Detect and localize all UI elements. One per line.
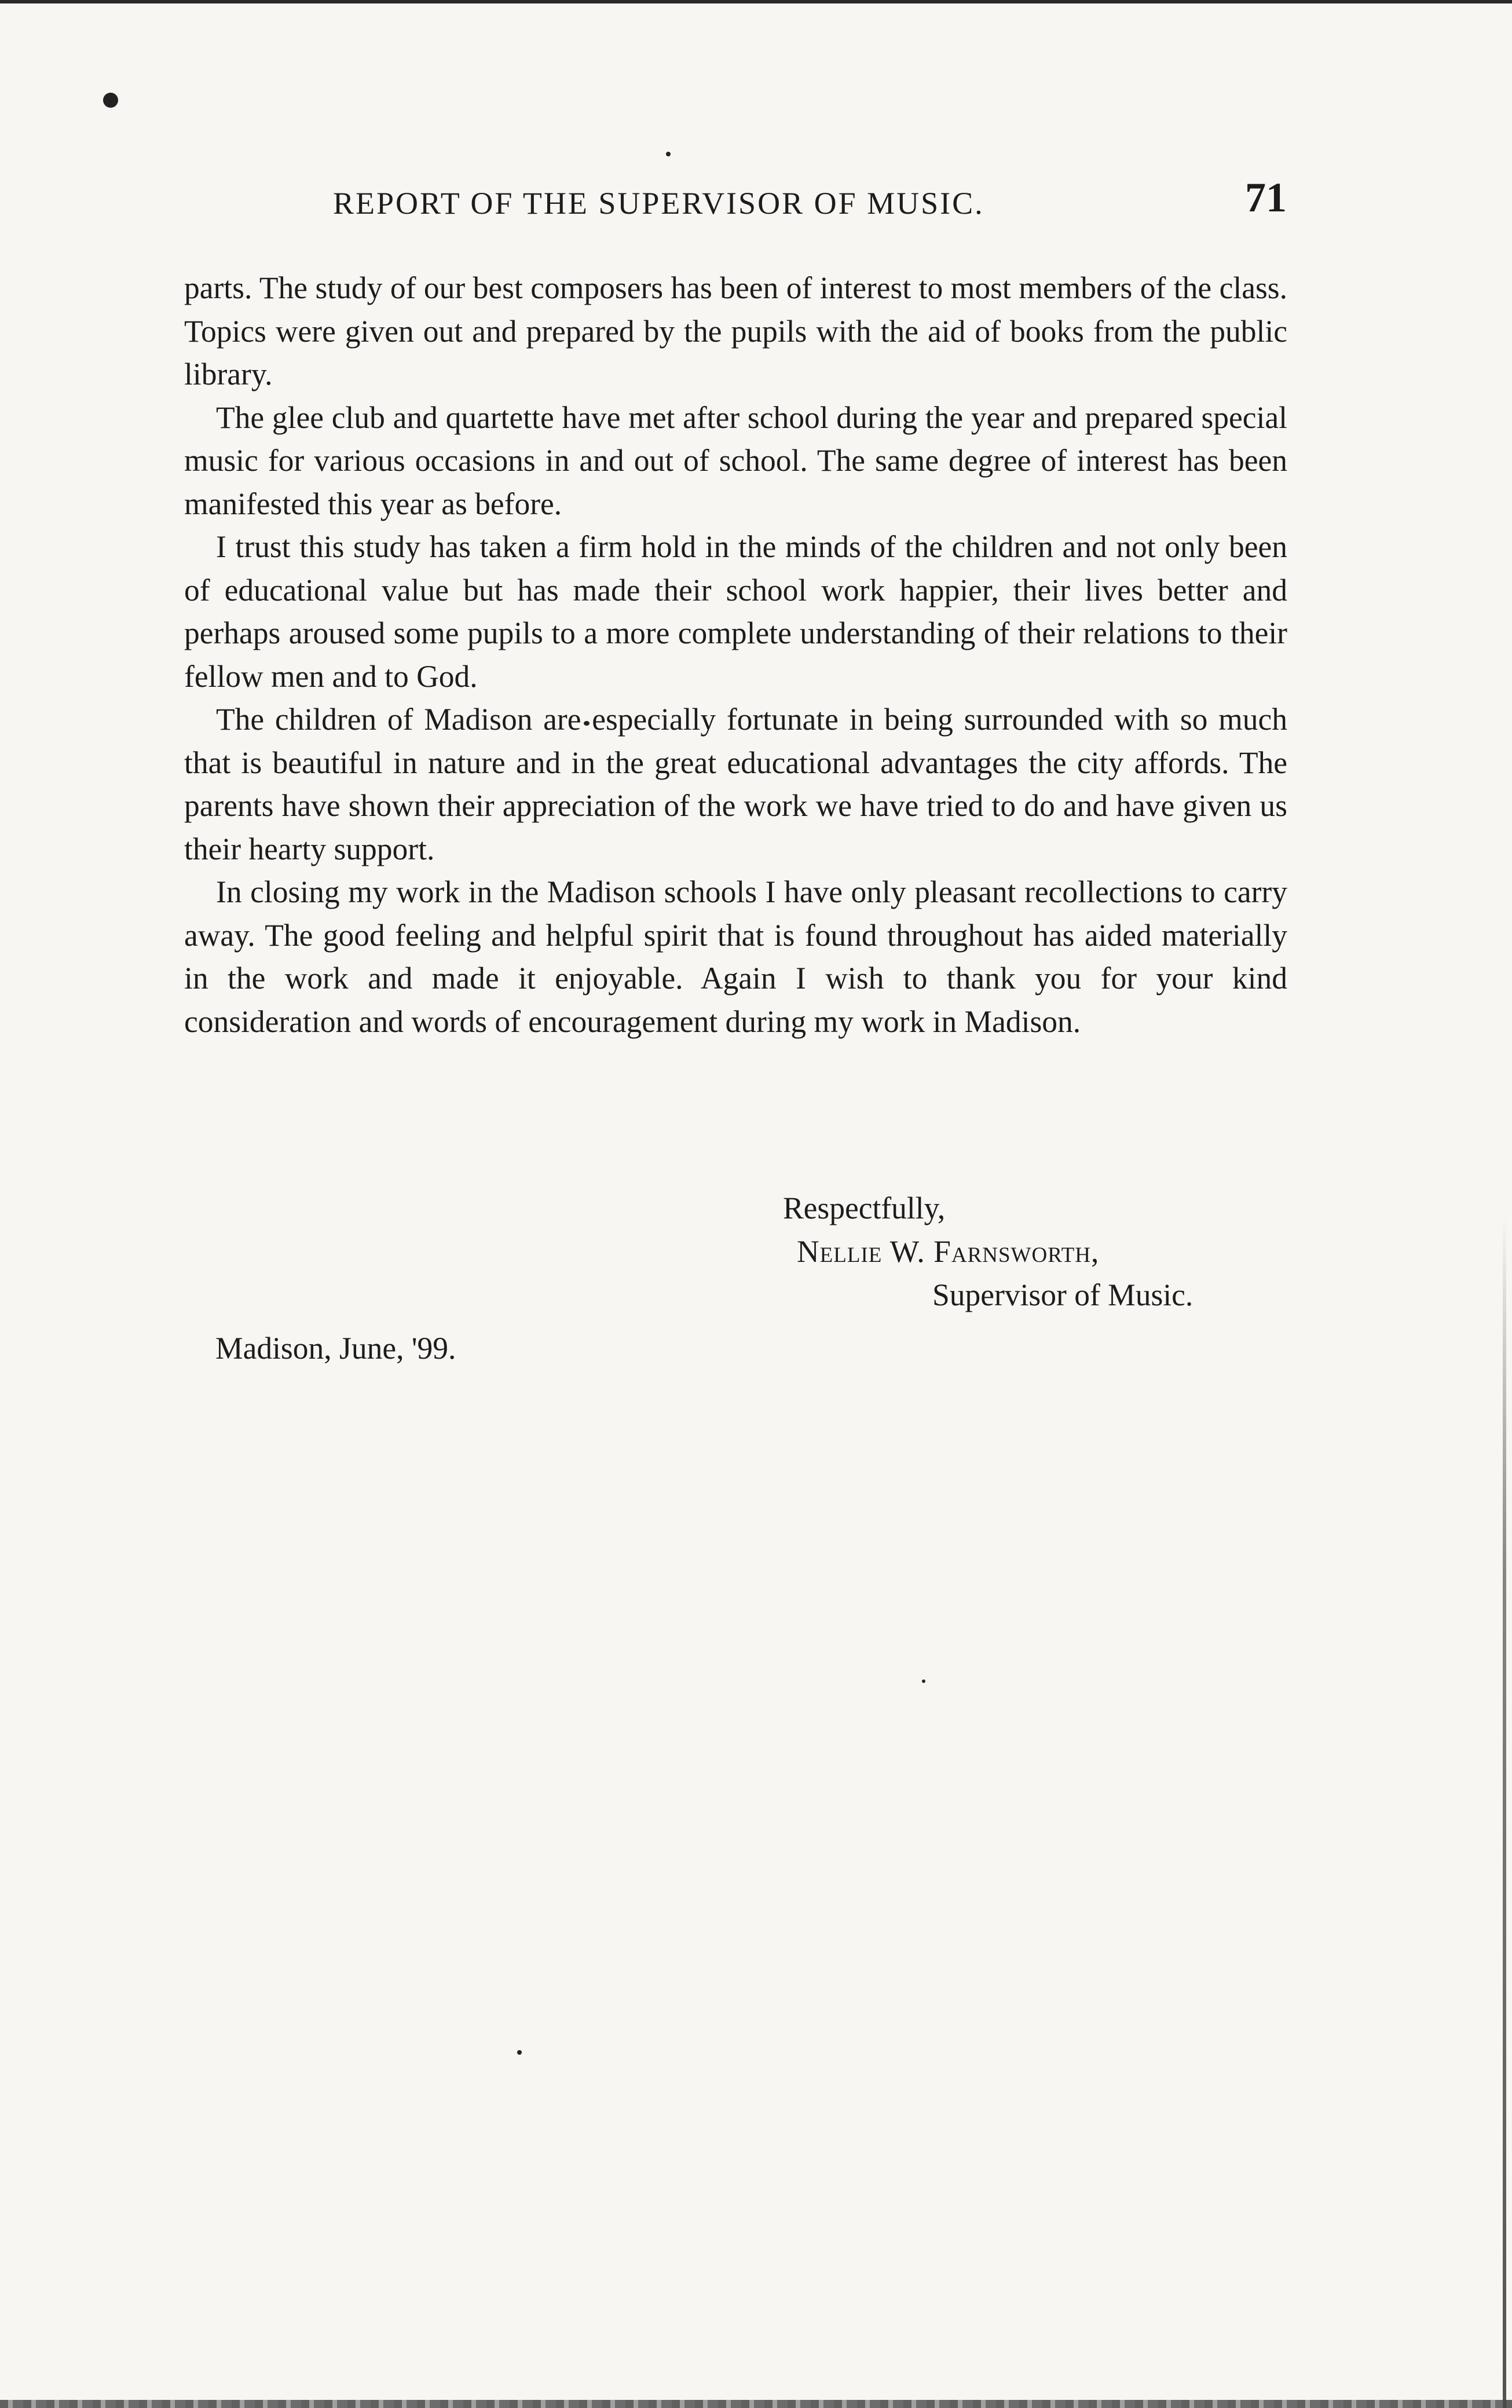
signature-closing: Respectfully, xyxy=(783,1191,946,1225)
ink-speck xyxy=(517,2050,522,2055)
dateline: Madison, June, '99. xyxy=(215,1331,456,1366)
paragraph: In closing my work in the Madison schools I have only pleasant recollections to carry away. The good feeling and helpful spirit that is found throughout has aided materially in the work and made it enjoyable. Again I wish to thank you for your kind consideration and words of encouragement during my work in Madison. xyxy=(184,874,1287,1039)
page-edge-shadow xyxy=(1503,1216,1506,2408)
ink-speck xyxy=(922,1679,925,1683)
running-head: REPORT OF THE SUPERVISOR OF MUSIC. xyxy=(333,186,984,221)
top-edge-rule xyxy=(0,0,1512,3)
paragraph: I trust this study has taken a firm hold in the minds of the children and not only been of educational value but has made their school work happier, their lives better and perhaps aroused some pupils to a more complete understanding of their relations to their fellow men and to God. xyxy=(184,529,1287,694)
ink-speck xyxy=(666,152,671,156)
signature-title: Supervisor of Music. xyxy=(932,1278,1194,1312)
ink-blot xyxy=(103,93,118,108)
paragraph: The children of Madison are especially fortunate in being surrounded with so much that is beautiful in nature and in the great educational advantages the city affords. The parents have shown their appreciation of the work we have tried to do and have given us their hearty support. xyxy=(184,702,1287,866)
signature-name: Nellie W. Farnsworth, xyxy=(797,1234,1100,1269)
paragraph: The glee club and quartette have met after school during the year and prepared special music for various occasions in and out of school. The same degree of interest has been manifested this year as before. xyxy=(184,400,1287,521)
bottom-edge-strip xyxy=(0,2400,1512,2408)
body-text xyxy=(184,266,1287,1043)
page-number: 71 xyxy=(1245,174,1287,221)
paragraph: parts. The study of our best composers has been of interest to most members of the class. Topics were given out and prepared by the pupils with the aid of books from the public library. xyxy=(184,270,1287,391)
